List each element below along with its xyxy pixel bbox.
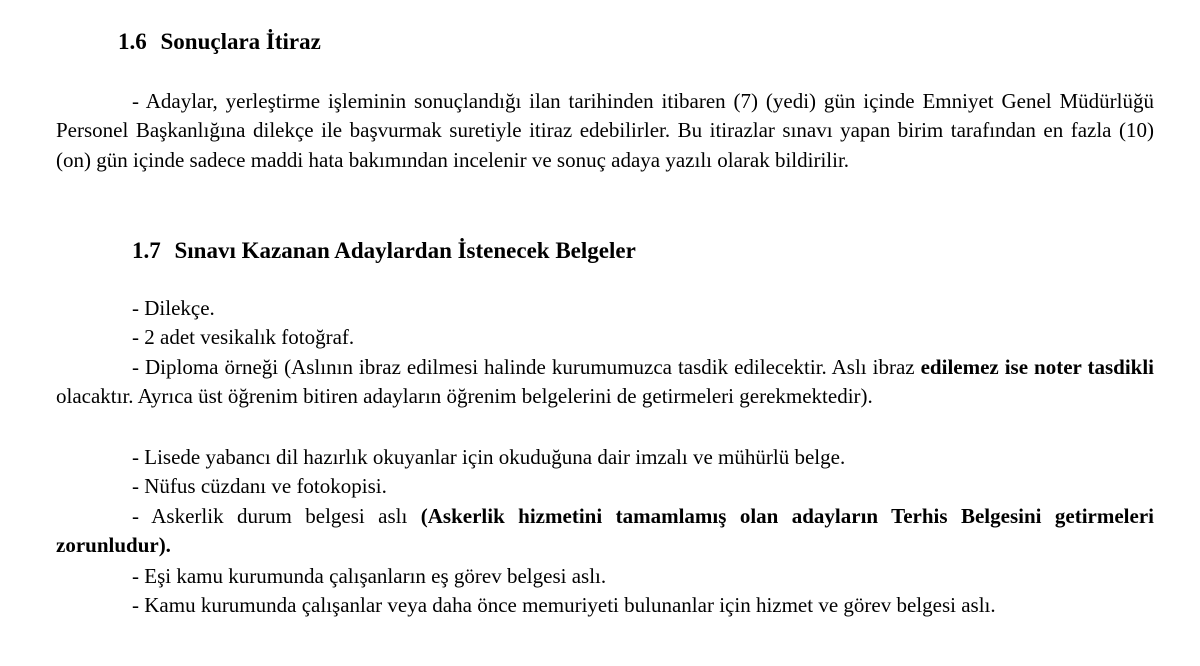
section-title: Sınavı Kazanan Adaylardan İstenecek Belgeler	[174, 238, 636, 263]
list-item-esi: - Eşi kamu kurumunda çalışanların eş görev belgesi aslı.	[132, 564, 607, 588]
list-item-lise: - Lisede yabancı dil hazırlık okuyanlar için okuduğuna dair imzalı ve mühürlü belge.	[132, 445, 846, 469]
section-heading-1-7	[132, 236, 636, 265]
askerlik-bold-text: (Askerlik hizmetini tamamlamış olan adayların Terhis Belgesini getirmeleri zorunludur).	[56, 504, 1154, 558]
list-item-dilekce: - Dilekçe.	[132, 296, 215, 320]
objection-paragraph: - Adaylar, yerleştirme işleminin sonuçlandığı ilan tarihinden itibaren (7) (yedi) gün içinde Emniyet Genel Müdürlüğü Personel Başkanlığına dilekçe ile başvurmak suretiyle itiraz edebilirler. Bu itirazlar sınavı yapan birim tarafından en fazla (10) (on) gün içinde sadece maddi hata bakımından incelenir ve sonuç adaya yazılı olarak bildirilir.	[56, 89, 1154, 172]
section-heading-1-6	[118, 27, 321, 56]
section-number: 1.6	[118, 29, 147, 54]
list-item-nufus: - Nüfus cüzdanı ve fotokopisi.	[132, 474, 387, 498]
list-item-kamu: - Kamu kurumunda çalışanlar veya daha önce memuriyeti bulunanlar için hizmet ve görev belgesi aslı.	[132, 593, 996, 617]
section-title: Sonuçlara İtiraz	[160, 29, 321, 54]
list-item-askerlik	[56, 502, 1154, 561]
diploma-bold-text: edilemez ise noter tasdikli	[920, 355, 1154, 379]
diploma-text-end: olacaktır. Ayrıca üst öğrenim bitiren adayların öğrenim belgelerini de getirmeleri gerekmektedir).	[56, 384, 873, 409]
diploma-text: - Diploma örneği (Aslının ibraz edilmesi halinde kurumumuzca tasdik edilecektir. Aslı ibraz	[132, 355, 921, 379]
list-item-diploma	[56, 353, 1154, 412]
list-item-fotograf: - 2 adet vesikalık fotoğraf.	[132, 325, 355, 349]
section-number: 1.7	[132, 238, 161, 263]
askerlik-text: - Askerlik durum belgesi aslı	[132, 504, 421, 528]
